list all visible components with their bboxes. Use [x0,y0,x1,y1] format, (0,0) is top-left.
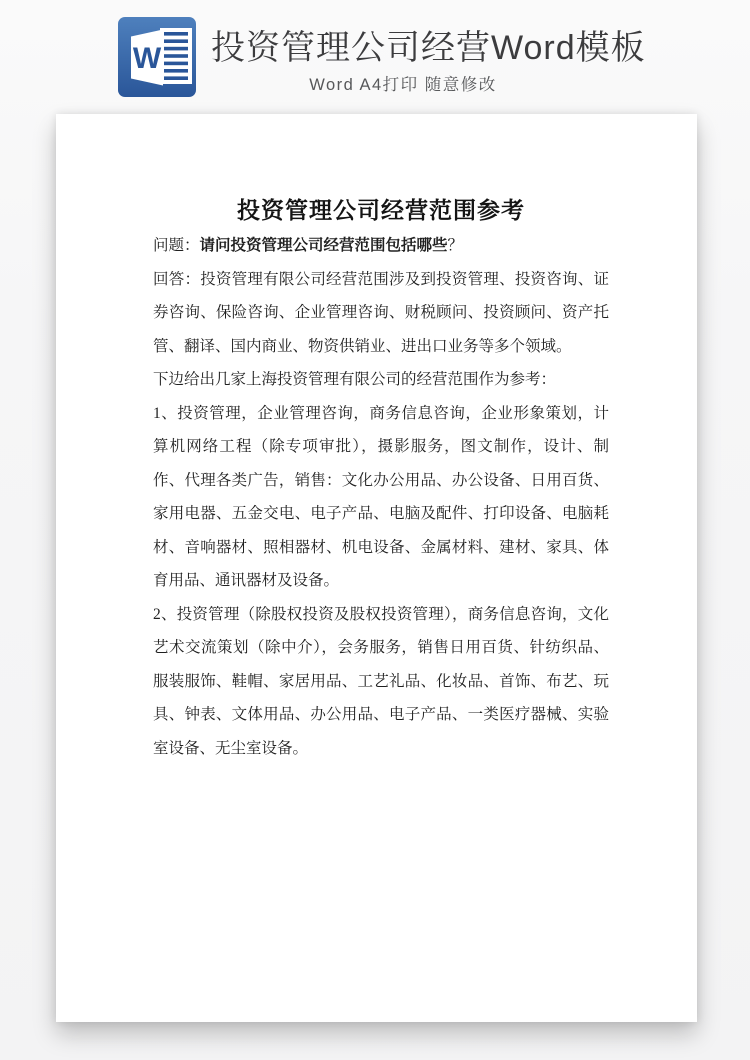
question-mark: ？ [447,237,464,254]
question-label: 问题： [153,237,200,254]
intro-paragraph: 下边给出几家上海投资管理有限公司的经营范围作为参考： [153,371,557,388]
document-page [56,114,697,1022]
question-bold-text: 请问投资管理公司经营范围包括哪些 [199,237,448,254]
page-subtitle: Word A4打印 随意修改 [309,76,497,94]
answer-paragraph: 回答：投资管理有限公司经营范围涉及到投资管理、投资咨询、证券咨询、保险咨询、企业管理咨询、财税顾问、投资顾问、资产托管、翻译、国内商业、物资供销业、进出口业务等多个领域。 [153,270,609,355]
document-title: 投资管理公司经营范围参考 [237,198,525,223]
question-paragraph [153,229,609,263]
scope-item-1: 1、投资管理，企业管理咨询，商务信息咨询，企业形象策划，计算机网络工程（除专项审批），摄影服务，图文制作，设计、制作、代理各类广告，销售：文化办公用品、办公设备、日用百货、家用电器、五金交电、电子产品、电脑及配件、打印设备、电脑耗材、音响器材、照相器材、机电设备、金属材料、建材、家具、体育用品、通讯器材及设备。 [153,404,609,589]
page-title: 投资管理公司经营Word模板 [211,29,646,67]
header [0,0,750,114]
scope-item-2: 2、投资管理（除股权投资及股权投资管理），商务信息咨询，文化艺术交流策划（除中介），会务服务，销售日用百货、针纺织品、服装服饰、鞋帽、家居用品、工艺礼品、化妆品、首饰、布艺、玩具、钟表、文体用品、办公用品、电子产品、一类医疗器械、实验室设备、无尘室设备。 [153,605,609,757]
word-letter: W [132,42,162,75]
